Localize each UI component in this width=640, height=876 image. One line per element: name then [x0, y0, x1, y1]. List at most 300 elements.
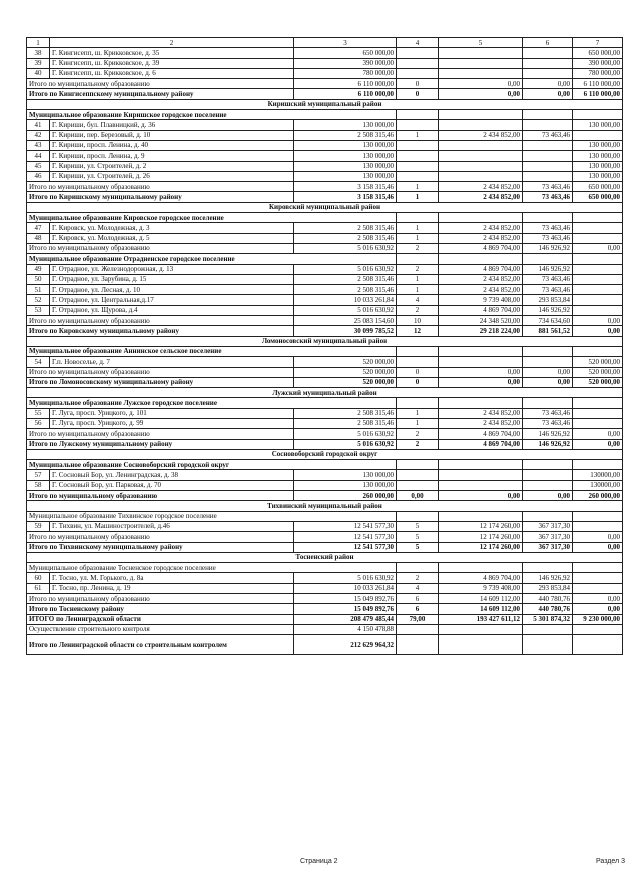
table-cell: [397, 151, 439, 161]
total-row: [27, 326, 623, 336]
table-cell: 2: [397, 264, 439, 274]
table-cell: 10: [397, 316, 439, 326]
empty-cell: [397, 563, 439, 573]
table-cell: Осуществление строительного контроля: [27, 624, 294, 634]
table-cell: 1: [397, 408, 439, 418]
table-cell: [439, 120, 523, 130]
empty-cell: [573, 213, 623, 223]
table-cell: [523, 48, 573, 58]
table-cell: [523, 171, 573, 181]
table-cell: 5 016 630,92: [294, 243, 397, 253]
table-cell: 54: [27, 357, 50, 367]
header-cell: 1: [27, 38, 50, 48]
table-cell: [397, 140, 439, 150]
empty-cell: [439, 213, 523, 223]
table-cell: [397, 161, 439, 171]
table-cell: 146 926,92: [523, 573, 573, 583]
table-cell: 293 853,84: [523, 583, 573, 593]
table-cell: 73 463,46: [523, 408, 573, 418]
table-cell: [439, 635, 523, 655]
table-cell: 49: [27, 264, 50, 274]
empty-cell: [397, 213, 439, 223]
table-cell: 39: [27, 58, 50, 68]
table-cell: [573, 274, 623, 284]
table-cell: 1: [397, 130, 439, 140]
table-cell: 6: [397, 604, 439, 614]
table-cell: 5 016 630,92: [294, 573, 397, 583]
subtotal-row: [27, 316, 623, 326]
table-cell: 2 434 852,00: [439, 274, 523, 284]
table-cell: 38: [27, 48, 50, 58]
empty-cell: [523, 110, 573, 120]
table-cell: Итого по муниципальному образованию: [27, 429, 294, 439]
table-cell: 0,00: [573, 326, 623, 336]
header-cell: 5: [439, 38, 523, 48]
table-cell: 520 000,00: [294, 357, 397, 367]
table-cell: [573, 583, 623, 593]
table-cell: 2 434 852,00: [439, 408, 523, 418]
table-cell: 130 000,00: [294, 161, 397, 171]
table-cell: 5 016 630,92: [294, 305, 397, 315]
table-cell: 130 000,00: [294, 480, 397, 490]
data-table: [26, 37, 623, 655]
table-cell: 130 000,00: [573, 171, 623, 181]
table-cell: 25 083 154,60: [294, 316, 397, 326]
table-cell: 260 000,00: [294, 491, 397, 501]
table-cell: 130 000,00: [294, 140, 397, 150]
table-row: [27, 521, 623, 531]
table-cell: Г. Кириши, пер. Березовый, д. 10: [50, 130, 294, 140]
table-cell: 12 174 260,00: [439, 542, 523, 552]
table-cell: Муниципальное образование Аннинское сельское поселение: [27, 346, 397, 356]
table-cell: Г. Луга, просп. Урицкого, д. 99: [50, 418, 294, 428]
table-cell: Муниципальное образование Лужское городское поселение: [27, 398, 397, 408]
table-cell: [523, 470, 573, 480]
table-cell: 2 434 852,00: [439, 233, 523, 243]
table-cell: 1: [397, 274, 439, 284]
table-cell: 130 000,00: [294, 470, 397, 480]
table-cell: 1: [397, 182, 439, 192]
table-row: [27, 274, 623, 284]
table-cell: Муниципальное образование Тосненское городское поселение: [27, 563, 397, 573]
table-cell: 0,00: [439, 79, 523, 89]
table-cell: 193 427 611,12: [439, 614, 523, 624]
table-cell: 59: [27, 521, 50, 531]
table-cell: [573, 295, 623, 305]
table-cell: Г. Отрадное, ул. Центральная,д.17: [50, 295, 294, 305]
header-cell: 3: [294, 38, 397, 48]
table-cell: 45: [27, 161, 50, 171]
table-body: [27, 38, 623, 655]
table-cell: 4: [397, 295, 439, 305]
table-row: [27, 357, 623, 367]
table-cell: 881 561,52: [523, 326, 573, 336]
table-cell: 1: [397, 285, 439, 295]
table-cell: 0,00: [523, 377, 573, 387]
table-cell: 0,00: [573, 243, 623, 253]
table-cell: 6 110 000,00: [294, 89, 397, 99]
table-cell: 780 000,00: [294, 68, 397, 78]
table-cell: [523, 58, 573, 68]
table-cell: 2 434 852,00: [439, 192, 523, 202]
table-cell: [397, 624, 439, 634]
page-number: Страница 2: [300, 858, 338, 865]
table-cell: 0,00: [439, 89, 523, 99]
table-cell: [397, 470, 439, 480]
table-cell: 47: [27, 223, 50, 233]
table-row: [27, 418, 623, 428]
table-row: [27, 285, 623, 295]
table-cell: [523, 161, 573, 171]
table-row: [27, 470, 623, 480]
table-cell: [439, 624, 523, 634]
table-cell: Г. Луга, просп. Урицкого, д. 101: [50, 408, 294, 418]
table-cell: Итого по муниципальному образованию: [27, 182, 294, 192]
table-cell: Г. Сосновый Бор, ул. Ленинградская, д. 38: [50, 470, 294, 480]
table-cell: [439, 480, 523, 490]
table-cell: 0,00: [573, 532, 623, 542]
empty-cell: [523, 398, 573, 408]
table-cell: 2 508 315,46: [294, 285, 397, 295]
table-cell: Г. Отрадное, ул. Лесная, д. 10: [50, 285, 294, 295]
table-cell: 2 434 852,00: [439, 182, 523, 192]
table-cell: 50: [27, 274, 50, 284]
empty-cell: [573, 511, 623, 521]
table-cell: Г. Кировск, ул. Молодежная, д. 5: [50, 233, 294, 243]
table-cell: 5 301 874,32: [523, 614, 573, 624]
table-cell: 29 218 224,00: [439, 326, 523, 336]
district-header-row: [27, 501, 623, 511]
table-cell: 9 230 000,00: [573, 614, 623, 624]
table-cell: Итого по Ломоносовскому муниципальному району: [27, 377, 294, 387]
table-cell: Г. Кириши, ул. Строителей, д. 2: [50, 161, 294, 171]
table-cell: 30 099 785,52: [294, 326, 397, 336]
table-cell: 55: [27, 408, 50, 418]
table-cell: 130 000,00: [573, 120, 623, 130]
municipality-header-row: [27, 460, 623, 470]
table-cell: [397, 58, 439, 68]
table-row: [27, 305, 623, 315]
table-cell: 208 479 485,44: [294, 614, 397, 624]
table-cell: 4 869 704,00: [439, 305, 523, 315]
subtotal-row: [27, 79, 623, 89]
table-cell: 0,00: [523, 89, 573, 99]
table-row: [27, 161, 623, 171]
table-cell: 367 317,30: [523, 521, 573, 531]
table-cell: [397, 171, 439, 181]
table-cell: [573, 285, 623, 295]
table-cell: Г. Тосно, ул. М. Горького, д. 8а: [50, 573, 294, 583]
table-cell: 650 000,00: [573, 48, 623, 58]
district-header-row: [27, 449, 623, 459]
table-cell: 73 463,46: [523, 285, 573, 295]
table-cell: 12: [397, 326, 439, 336]
table-cell: 260 000,00: [573, 491, 623, 501]
table-cell: 73 463,46: [523, 223, 573, 233]
table-cell: 1: [397, 418, 439, 428]
table-cell: 4 150 478,88: [294, 624, 397, 634]
table-cell: 12 174 260,00: [439, 532, 523, 542]
table-cell: 0,00: [573, 439, 623, 449]
table-cell: [439, 470, 523, 480]
municipality-header-row: [27, 346, 623, 356]
empty-cell: [523, 346, 573, 356]
table-cell: 3 158 315,46: [294, 182, 397, 192]
table-cell: 2 434 852,00: [439, 130, 523, 140]
table-cell: [523, 624, 573, 634]
table-cell: 0,00: [439, 367, 523, 377]
table-cell: 520 000,00: [573, 357, 623, 367]
table-cell: 146 926,92: [523, 305, 573, 315]
total-row: [27, 491, 623, 501]
table-cell: 14 609 112,00: [439, 594, 523, 604]
table-cell: 2: [397, 305, 439, 315]
table-cell: 9 739 408,00: [439, 295, 523, 305]
table-cell: 73 463,46: [523, 130, 573, 140]
subtotal-row: [27, 243, 623, 253]
table-cell: Итого по муниципальному образованию: [27, 316, 294, 326]
table-cell: Итого по Ленинградской области со строительным контролем: [27, 635, 294, 655]
table-cell: 146 926,92: [523, 439, 573, 449]
table-cell: 2 434 852,00: [439, 285, 523, 295]
total-row: [27, 604, 623, 614]
table-cell: 4: [397, 583, 439, 593]
total-row: [27, 192, 623, 202]
table-cell: 4 869 704,00: [439, 439, 523, 449]
table-row: [27, 223, 623, 233]
table-cell: 4 869 704,00: [439, 429, 523, 439]
district-header-row: [27, 388, 623, 398]
table-cell: Г. Кингисепп, ш. Крикковское, д. 6: [50, 68, 294, 78]
table-cell: Итого по Тосненскому району: [27, 604, 294, 614]
table-cell: 5 016 630,92: [294, 439, 397, 449]
total-row: [27, 377, 623, 387]
table-cell: 56: [27, 418, 50, 428]
table-cell: Сосновоборский городской округ: [27, 449, 623, 459]
empty-cell: [573, 254, 623, 264]
table-cell: 130 000,00: [573, 151, 623, 161]
table-row: [27, 264, 623, 274]
table-cell: 367 317,30: [523, 542, 573, 552]
table-cell: [397, 68, 439, 78]
table-cell: [573, 233, 623, 243]
table-cell: 51: [27, 285, 50, 295]
table-cell: 52: [27, 295, 50, 305]
table-cell: 61: [27, 583, 50, 593]
table-cell: 0,00: [523, 491, 573, 501]
total-row: [27, 635, 623, 655]
empty-cell: [439, 460, 523, 470]
table-cell: Г.п. Новоселье, д. 7: [50, 357, 294, 367]
table-cell: Кировский муниципальный район: [27, 202, 623, 212]
table-cell: Итого по муниципальному образованию: [27, 532, 294, 542]
table-cell: [439, 151, 523, 161]
table-cell: [439, 68, 523, 78]
table-cell: 5: [397, 532, 439, 542]
table-cell: 24 348 520,00: [439, 316, 523, 326]
table-cell: [439, 48, 523, 58]
table-cell: 2 508 315,46: [294, 274, 397, 284]
header-cell: 2: [50, 38, 294, 48]
table-cell: 48: [27, 233, 50, 243]
table-cell: 0,00: [439, 491, 523, 501]
district-header-row: [27, 336, 623, 346]
empty-cell: [573, 460, 623, 470]
table-cell: 2 434 852,00: [439, 223, 523, 233]
table-cell: 46: [27, 171, 50, 181]
empty-cell: [439, 346, 523, 356]
table-cell: [573, 223, 623, 233]
empty-cell: [439, 398, 523, 408]
table-row: [27, 480, 623, 490]
table-cell: 2 508 315,46: [294, 223, 397, 233]
empty-cell: [573, 110, 623, 120]
municipality-header-row: [27, 511, 623, 521]
table-cell: 0,00: [397, 491, 439, 501]
table-cell: 130000,00: [573, 480, 623, 490]
table-cell: 1: [397, 192, 439, 202]
empty-cell: [523, 511, 573, 521]
table-cell: 440 780,76: [523, 594, 573, 604]
table-cell: 6: [397, 594, 439, 604]
table-cell: 146 926,92: [523, 243, 573, 253]
table-cell: 146 926,92: [523, 429, 573, 439]
table-cell: 293 853,84: [523, 295, 573, 305]
table-row: [27, 58, 623, 68]
table-cell: Г. Кингисепп, ш. Крикковское, д. 39: [50, 58, 294, 68]
empty-cell: [439, 511, 523, 521]
table-cell: 6 110 000,00: [573, 79, 623, 89]
district-header-row: [27, 552, 623, 562]
total-row: [27, 614, 623, 624]
table-cell: 4 869 704,00: [439, 573, 523, 583]
table-cell: Итого по Кировскому муниципальному району: [27, 326, 294, 336]
table-cell: Итого по Кингисеппскому муниципальному району: [27, 89, 294, 99]
table-cell: 42: [27, 130, 50, 140]
table-cell: 520 000,00: [573, 367, 623, 377]
table-cell: 2 434 852,00: [439, 418, 523, 428]
table-cell: Г. Отрадное, ул. Железнодорожная, д. 13: [50, 264, 294, 274]
table-cell: [439, 58, 523, 68]
table-cell: [523, 480, 573, 490]
table-cell: 780 000,00: [573, 68, 623, 78]
table-cell: [439, 161, 523, 171]
total-row: [27, 439, 623, 449]
table-cell: [397, 48, 439, 58]
empty-cell: [439, 563, 523, 573]
table-cell: Муниципальное образование Киришское городское поселение: [27, 110, 397, 120]
table-cell: ИТОГО по Ленинградской области: [27, 614, 294, 624]
table-cell: 0,00: [573, 604, 623, 614]
table-cell: [573, 573, 623, 583]
table-cell: 146 926,92: [523, 264, 573, 274]
subtotal-row: [27, 367, 623, 377]
empty-cell: [439, 110, 523, 120]
table-cell: 0: [397, 89, 439, 99]
table-cell: Итого по муниципальному образованию: [27, 367, 294, 377]
empty-cell: [397, 460, 439, 470]
table-cell: 2 508 315,46: [294, 418, 397, 428]
table-cell: [439, 171, 523, 181]
table-cell: Киришский муниципальный район: [27, 99, 623, 109]
table-cell: Итого по муниципальному образованию: [27, 491, 294, 501]
table-cell: [523, 120, 573, 130]
table-row: [27, 171, 623, 181]
table-cell: [573, 130, 623, 140]
table-cell: 130000,00: [573, 470, 623, 480]
table-cell: Г. Отрадное, ул. Зарубина, д. 15: [50, 274, 294, 284]
table-cell: 73 463,46: [523, 233, 573, 243]
table-cell: 520 000,00: [573, 377, 623, 387]
table-cell: 130 000,00: [573, 140, 623, 150]
total-row: [27, 89, 623, 99]
table-cell: [439, 357, 523, 367]
table-cell: Муниципальное образование Кировское городское поселение: [27, 213, 397, 223]
empty-cell: [397, 110, 439, 120]
table-cell: [523, 151, 573, 161]
table-cell: 60: [27, 573, 50, 583]
table-cell: 2 508 315,46: [294, 408, 397, 418]
table-cell: Г. Отрадное, ул. Щурова, д.4: [50, 305, 294, 315]
table-row: [27, 573, 623, 583]
table-cell: Г. Сосновый Бор, ул. Парковая, д. 70: [50, 480, 294, 490]
empty-cell: [397, 346, 439, 356]
table-cell: 43: [27, 140, 50, 150]
table-cell: 5 016 630,92: [294, 429, 397, 439]
table-row: [27, 48, 623, 58]
table-cell: 4 869 704,00: [439, 243, 523, 253]
table-cell: 2: [397, 439, 439, 449]
empty-cell: [573, 398, 623, 408]
table-row: [27, 583, 623, 593]
table-cell: Тихвинский муниципальный район: [27, 501, 623, 511]
table-cell: Итого по Лужскому муниципальному району: [27, 439, 294, 449]
table-cell: Г. Кириши, просп. Ленина, д. 9: [50, 151, 294, 161]
table-row: [27, 140, 623, 150]
table-cell: [397, 480, 439, 490]
table-cell: 2: [397, 573, 439, 583]
table-cell: 650 000,00: [573, 182, 623, 192]
empty-cell: [397, 398, 439, 408]
empty-cell: [523, 460, 573, 470]
table-cell: 2: [397, 429, 439, 439]
table-cell: 6 110 000,00: [294, 79, 397, 89]
table-cell: 10 033 261,84: [294, 295, 397, 305]
table-cell: 14 609 112,00: [439, 604, 523, 614]
empty-cell: [573, 563, 623, 573]
subtotal-row: [27, 624, 623, 634]
empty-cell: [397, 511, 439, 521]
table-cell: [573, 264, 623, 274]
table-cell: Тосненский район: [27, 552, 623, 562]
table-cell: Итого по Тихвинскому муниципальному району: [27, 542, 294, 552]
table-cell: [573, 408, 623, 418]
total-row: [27, 542, 623, 552]
table-cell: 12 174 260,00: [439, 521, 523, 531]
table-cell: 130 000,00: [294, 171, 397, 181]
table-cell: 73 463,46: [523, 274, 573, 284]
table-cell: 2 508 315,46: [294, 233, 397, 243]
table-cell: 5 016 630,92: [294, 264, 397, 274]
table-cell: [573, 305, 623, 315]
table-row: [27, 130, 623, 140]
table-cell: 212 629 964,32: [294, 635, 397, 655]
table-cell: 0: [397, 377, 439, 387]
header-row: [27, 38, 623, 48]
table-cell: 4 869 704,00: [439, 264, 523, 274]
municipality-header-row: [27, 110, 623, 120]
table-cell: 6 110 000,00: [573, 89, 623, 99]
